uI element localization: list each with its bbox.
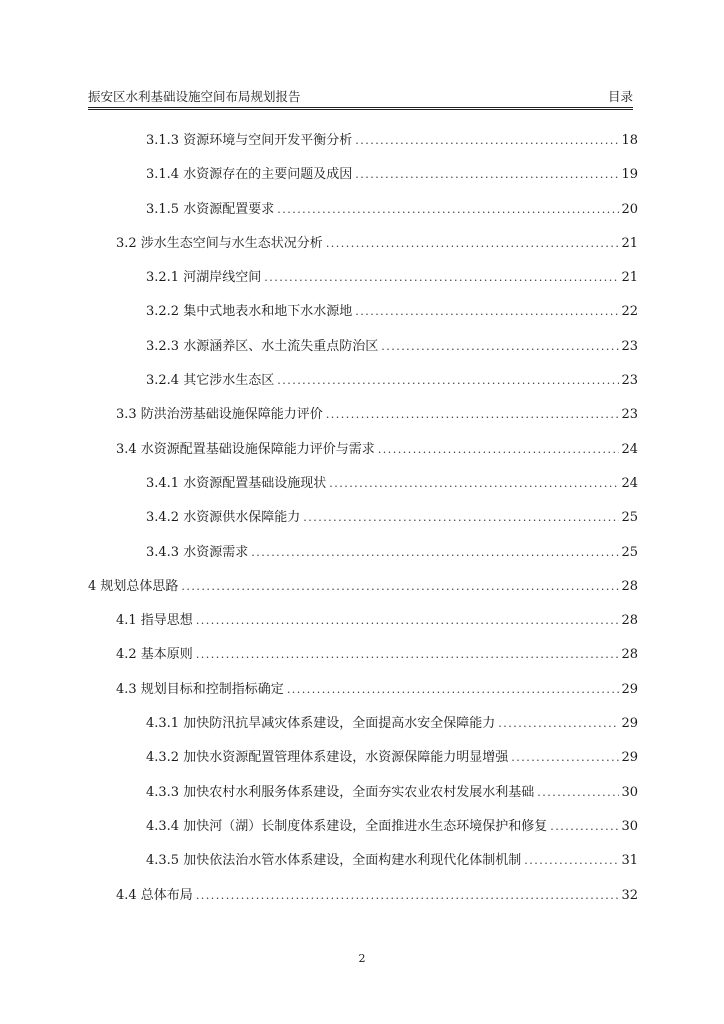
- page-header: [88, 88, 633, 106]
- toc-dot-leader: [277, 193, 619, 227]
- toc-entry-page: 29: [621, 716, 638, 732]
- toc-entry-page: 29: [621, 681, 638, 697]
- table-of-contents: [0, 124, 724, 913]
- toc-entry[interactable]: [0, 673, 638, 707]
- toc-dot-leader: [381, 330, 619, 364]
- toc-dot-leader: [524, 844, 619, 878]
- toc-entry-label: 4.4 总体布局: [116, 887, 193, 903]
- toc-dot-leader: [277, 364, 619, 398]
- toc-dot-leader: [196, 604, 620, 638]
- toc-entry-page: 19: [621, 167, 638, 183]
- toc-entry[interactable]: [0, 261, 638, 295]
- toc-entry-label: 3.3 防洪治涝基础设施保障能力评价: [116, 407, 323, 423]
- toc-entry[interactable]: [0, 227, 638, 261]
- toc-dot-leader: [303, 501, 619, 535]
- toc-entry-page: 21: [621, 235, 638, 251]
- toc-dot-leader: [511, 741, 619, 775]
- toc-dot-leader: [537, 776, 619, 810]
- toc-dot-leader: [251, 536, 619, 570]
- toc-entry-page: 18: [621, 133, 638, 148]
- toc-entry[interactable]: [0, 467, 638, 501]
- toc-entry-page: 24: [621, 475, 638, 491]
- toc-entry-page: 31: [621, 853, 638, 869]
- toc-entry-page: 22: [621, 304, 638, 320]
- toc-dot-leader: [550, 810, 619, 844]
- toc-entry[interactable]: [0, 124, 638, 158]
- toc-entry-label: 4.1 指导思想: [116, 613, 193, 629]
- toc-entry-page: 28: [621, 613, 638, 629]
- toc-entry-page: 23: [621, 373, 638, 389]
- toc-entry-label: 3.1.5 水资源配置要求: [146, 201, 275, 217]
- toc-entry-label: 3.4.2 水资源供水保障能力: [146, 510, 301, 526]
- toc-entry[interactable]: [0, 158, 638, 192]
- toc-dot-leader: [287, 673, 620, 707]
- toc-dot-leader: [196, 638, 620, 672]
- toc-entry[interactable]: [0, 295, 638, 329]
- toc-entry-label: 4.3.4 加快河（湖）长制度体系建设，全面推进水生态环境保护和修复: [146, 818, 548, 834]
- header-rule: [88, 107, 633, 110]
- toc-entry-label: 4 规划总体思路: [88, 578, 179, 594]
- toc-entry-label: 4.3.2 加快水资源配置管理体系建设，水资源保障能力明显增强: [146, 750, 509, 766]
- toc-entry-page: 20: [621, 201, 638, 217]
- toc-entry-label: 3.2.2 集中式地表水和地下水水源地: [146, 304, 353, 320]
- toc-entry-page: 28: [621, 647, 638, 663]
- toc-dot-leader: [329, 467, 619, 501]
- toc-entry-label: 3.4.3 水资源需求: [146, 544, 249, 560]
- toc-entry-label: 3.2.4 其它涉水生态区: [146, 373, 275, 389]
- toc-entry[interactable]: [0, 330, 638, 364]
- toc-dot-leader: [181, 570, 619, 604]
- toc-entry-label: 4.3.1 加快防汛抗旱减灾体系建设，全面提高水安全保障能力: [146, 716, 496, 732]
- toc-entry-label: 4.3 规划目标和控制指标确定: [116, 681, 284, 697]
- toc-dot-leader: [326, 227, 620, 261]
- header-section: 目录: [607, 89, 633, 104]
- header-title: 振安区水利基础设施空间布局规划报告: [88, 89, 301, 104]
- toc-entry-label: 3.4 水资源配置基础设施保障能力评价与需求: [116, 441, 375, 457]
- toc-entry-page: 23: [621, 338, 638, 354]
- toc-dot-leader: [196, 879, 620, 913]
- toc-entry[interactable]: [0, 879, 638, 913]
- toc-entry-label: 3.2 涉水生态空间与水生态状况分析: [116, 235, 323, 251]
- toc-entry-page: 21: [621, 270, 638, 286]
- toc-entry-page: 30: [621, 818, 638, 834]
- toc-entry[interactable]: [0, 398, 638, 432]
- toc-entry-label: 4.3.3 加快农村水利服务体系建设，全面夯实农业农村发展水利基础: [146, 784, 535, 800]
- toc-entry[interactable]: [0, 193, 638, 227]
- toc-entry[interactable]: [0, 741, 638, 775]
- toc-dot-leader: [355, 124, 619, 158]
- toc-entry[interactable]: [0, 638, 638, 672]
- toc-entry-page: 25: [621, 544, 638, 560]
- toc-entry-label: 3.4.1 水资源配置基础设施现状: [146, 475, 327, 491]
- toc-entry[interactable]: [0, 536, 638, 570]
- toc-entry-page: 25: [621, 510, 638, 526]
- toc-entry[interactable]: [0, 604, 638, 638]
- toc-entry-page: 24: [621, 441, 638, 457]
- toc-entry[interactable]: [0, 570, 638, 604]
- toc-entry[interactable]: [0, 501, 638, 535]
- toc-entry-page: 30: [621, 784, 638, 800]
- toc-dot-leader: [355, 295, 619, 329]
- toc-entry[interactable]: [0, 433, 638, 467]
- toc-entry[interactable]: [0, 776, 638, 810]
- toc-entry-label: 3.2.1 河湖岸线空间: [146, 270, 262, 286]
- page-number: 2: [358, 952, 366, 965]
- toc-entry-page: 32: [621, 887, 638, 903]
- toc-entry-label: 4.2 基本原则: [116, 647, 193, 663]
- toc-entry-label: 4.3.5 加快依法治水管水体系建设，全面构建水利现代化体制机制: [146, 853, 522, 869]
- toc-dot-leader: [498, 707, 619, 741]
- toc-entry-page: 23: [621, 407, 638, 423]
- toc-entry[interactable]: [0, 844, 638, 878]
- toc-entry-page: 28: [621, 578, 638, 594]
- toc-dot-leader: [355, 158, 619, 192]
- toc-entry-page: 29: [621, 750, 638, 766]
- toc-dot-leader: [264, 261, 619, 295]
- toc-entry[interactable]: [0, 810, 638, 844]
- toc-entry-label: 3.1.4 水资源存在的主要问题及成因: [146, 167, 353, 183]
- toc-entry-label: 3.1.3 资源环境与空间开发平衡分析: [146, 133, 353, 148]
- toc-entry-label: 3.2.3 水源涵养区、水土流失重点防治区: [146, 338, 379, 354]
- toc-entry[interactable]: [0, 364, 638, 398]
- toc-dot-leader: [326, 398, 620, 432]
- toc-entry[interactable]: [0, 707, 638, 741]
- toc-dot-leader: [378, 433, 620, 467]
